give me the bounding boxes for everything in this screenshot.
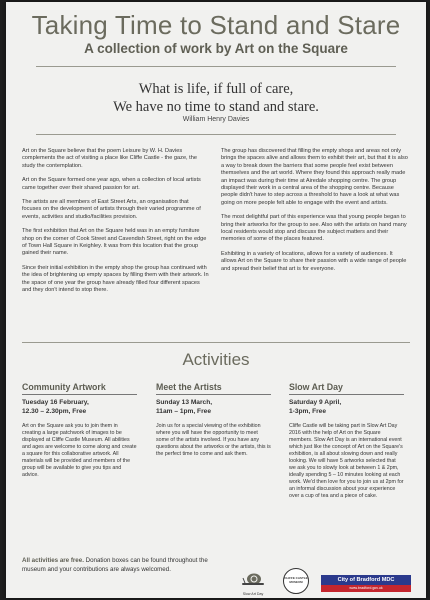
exhibition-poster bbox=[6, 2, 426, 598]
activity-time: 11am – 1pm, Free bbox=[156, 407, 211, 415]
activities-rule bbox=[22, 342, 410, 343]
body-paragraph: Art on the Square formed one year ago, when a collection of local artists came together over their shared passion for art. bbox=[22, 177, 201, 191]
activity-title: Meet the Artists bbox=[156, 382, 222, 392]
body-paragraph: The first exhibition that Art on the Square held was in an empty furniture shop on the corner of Cook Street and Cavendish Street, right on the edge of Town Hall Square in Keighley. It was from this location that the group gained their name. bbox=[22, 228, 207, 257]
activity-date: Tuesday 16 February, bbox=[22, 399, 89, 406]
footer-note-bold: All activities are free. bbox=[22, 557, 84, 564]
quote-line-2: We have no time to stand and stare. bbox=[113, 99, 319, 115]
activity-time: 12.30 – 2.30pm, Free bbox=[22, 407, 87, 415]
quote-top-rule bbox=[36, 66, 396, 67]
cliffe-castle-museum-logo bbox=[283, 568, 309, 594]
activities-heading: Activities bbox=[182, 350, 250, 369]
slow-art-day-label: Slow Art Day bbox=[242, 592, 264, 596]
activity-divider bbox=[289, 394, 404, 395]
activity-card-meet-the-artists bbox=[156, 382, 271, 458]
body-paragraph: The group has discovered that filling the empty shops and areas not only brings the spaces alive and allows them to exhibit their art, but that it is also a way to break down the barriers that some people feel exist between themselves and the art world. Where they found this approach really made an impact was during their time at Airedale shopping centre. The group displayed their work in a central area of the shopping centre. Because people didn't have to step across a threshold to have a look at what was going on more people felt able to engage with the event and artists. bbox=[221, 148, 408, 206]
snail-icon bbox=[239, 572, 267, 586]
activity-date: Sunday 13 March, bbox=[156, 399, 213, 406]
activity-divider bbox=[156, 394, 271, 395]
page-subtitle: A collection of work by Art on the Square bbox=[84, 41, 348, 56]
footer-note-text: Donation boxes can be found throughout the museum and your contributions are always welcomed. bbox=[22, 557, 208, 573]
body-paragraph: Exhibiting in a variety of locations, allows for a variety of audiences. It allows Art on the Square to share their passion with a wide range of people and spread their belief that art is for everyone. bbox=[221, 250, 407, 272]
cliffe-castle-museum-label: CLIFFE CASTLE MUSEUM bbox=[284, 576, 308, 584]
body-paragraph: The most delightful part of this experience was that young people began to bring their artworks for the group to see. Also with the artists on hand many local residents would stop and discuss the subject matters and their memories of some of the places featured. bbox=[221, 214, 407, 243]
page-title: Taking Time to Stand and Stare bbox=[31, 10, 401, 40]
slow-art-day-logo bbox=[236, 572, 270, 596]
body-paragraph: Since their initial exhibition in the empty shop the group has continued with the idea of brightening up empty spaces by filling them with their artwork. In the space of one year the group have already filled four different spaces and they don't intend to stop there. bbox=[22, 264, 209, 294]
quote-author: William Henry Davies bbox=[182, 116, 250, 123]
activity-time: 1-3pm, Free bbox=[289, 407, 327, 415]
body-paragraph: Art on the Square believe that the poem Leisure by W. H. Davies complements the act of visiting a place like Cliffe Castle - the gaze, the study the contemplation. bbox=[22, 148, 197, 169]
activity-date: Saturday 9 April, bbox=[289, 399, 342, 406]
quote-line-1: What is life, if full of care, bbox=[138, 81, 294, 97]
activity-divider bbox=[22, 394, 137, 395]
bradford-council-url: www.bradford.gov.uk bbox=[321, 585, 411, 592]
body-column-left bbox=[22, 148, 209, 302]
quote-bottom-rule bbox=[36, 134, 396, 135]
activity-description: Join us for a special viewing of the exhibition where you will have the opportunity to meet some of the artists involved. If you have any questions about the artworks or the artists, this is the perfect time to come and ask them. bbox=[156, 422, 271, 457]
footer-note bbox=[22, 557, 227, 574]
activity-description: Art on the Square ask you to join them in creating a large patchwork of images to be displayed at Cliffe Castle Museum. All abilities and ages are welcome to come along and create a square for this collaborative artwork. All materials will be provided and members of the group will be available to give you tips and advice. bbox=[22, 422, 137, 478]
activity-card-community-artwork bbox=[22, 382, 137, 479]
bradford-council-name: City of Bradford MDC bbox=[321, 575, 411, 585]
body-paragraph: The artists are all members of East Street Arts, an organisation that focuses on the development of artists through their varied programme of events, activities and studio/facilities provision. bbox=[22, 199, 201, 220]
poem-quote bbox=[6, 80, 426, 116]
activity-card-slow-art-day bbox=[289, 382, 404, 500]
body-column-right bbox=[221, 148, 408, 280]
bradford-council-logo bbox=[321, 575, 411, 593]
activity-title: Slow Art Day bbox=[289, 382, 343, 392]
activity-description: Cliffe Castle will be taking part in Slow Art Day 2016 with the help of Art on the Square members. Slow Art Day is an international event which just like the concept of Art on the Square's exhibition, is all about slowing down and really looking. We will have 5 artworks selected that we ask you to slowly look at between 1 & 2pm, ideally spending 5 – 10 minutes looking at each work. We'd then love for you to join us at 2pm for an informal discussion about your experience over a cup of tea and a piece of cake. bbox=[289, 422, 404, 499]
activity-title: Community Artwork bbox=[22, 382, 106, 392]
